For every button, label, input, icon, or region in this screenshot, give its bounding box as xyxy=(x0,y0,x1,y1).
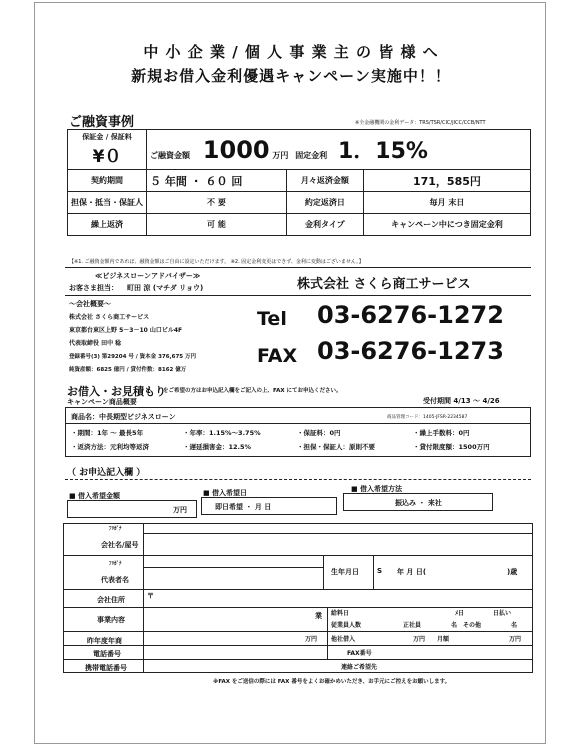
tel-label: Tel xyxy=(257,308,287,330)
birth-label: 生年月日 xyxy=(331,568,359,576)
due-label: 約定返済日 xyxy=(286,192,363,214)
mobile-label: 携帯電話番号 xyxy=(85,664,127,672)
table-row xyxy=(68,130,531,170)
headline-line2: 新規お借入金利優遇キャンペーン実施中！！ xyxy=(131,67,451,85)
company-name-small: 株式会社 さくら商工サービス xyxy=(69,314,150,321)
monthly-label: 月額 xyxy=(437,636,450,643)
rate-label: 固定金利 xyxy=(295,151,328,160)
amount-unit: 万円 xyxy=(272,151,289,160)
term-item: ・年率：1.15%～3.75% xyxy=(183,429,261,437)
industry-label: 業 xyxy=(315,612,322,620)
birth-divider xyxy=(373,555,374,589)
table-row xyxy=(68,214,531,236)
product-code: 商品管理コード：1405-JFSR-2234587 xyxy=(387,415,468,420)
prepay-label: 繰上返済 xyxy=(68,214,147,236)
amount-label: ご融資金額 xyxy=(150,151,190,160)
divider xyxy=(65,423,531,424)
furigana-label: ﾌﾘｶﾞﾅ xyxy=(109,526,122,532)
req-date-label: ■ 借入希望日 xyxy=(203,489,248,497)
birth-era: S xyxy=(377,567,383,575)
term-item: ・保証料：0円 xyxy=(297,429,341,437)
company-name-field[interactable] xyxy=(147,536,527,552)
divider xyxy=(63,589,533,590)
emp-other: その他 xyxy=(463,622,482,629)
deposit-label: 保証金 / 保証料 xyxy=(82,133,132,141)
collateral-label: 担保・抵当・保証人 xyxy=(68,192,147,214)
loan-example-table xyxy=(67,129,531,236)
address-label: 会社住所 xyxy=(97,596,125,604)
column-divider xyxy=(143,523,144,673)
divider xyxy=(65,267,531,268)
overview-label: ～会社概要～ xyxy=(69,300,111,308)
contact-label: 連絡ご希望先 xyxy=(341,664,378,671)
company-reg: 登録番号(3) 第29204 号 / 資本金 376,675 万円 xyxy=(69,354,197,360)
other-debt-label: 他社借入 xyxy=(331,636,356,643)
flyer-page xyxy=(34,2,546,744)
business-divider xyxy=(327,607,328,659)
amount-value: 1000 xyxy=(202,136,270,164)
rate-value: 1．15% xyxy=(337,139,428,164)
company-address: 東京都台東区上野 5－3－10 山口ビル4F xyxy=(69,327,183,334)
req-date-value: 即日希望 ・ 月 日 xyxy=(215,503,272,511)
fax-label: FAX xyxy=(257,345,298,367)
term-label: 契約期間 xyxy=(68,170,147,192)
birth-age: )歳 xyxy=(507,568,518,576)
birth-divider xyxy=(323,555,324,589)
monthly-unit: 万円 xyxy=(509,636,522,643)
contact-name: 町田 涼 (マチダ リョウ) xyxy=(127,284,204,292)
emp-unit: 名 xyxy=(511,622,518,629)
divider xyxy=(63,645,533,646)
company-name-label: 会社名/屋号 xyxy=(101,541,139,549)
headline-line1: 中 小 企 業 / 個 人 事 業 主 の 皆 様 へ xyxy=(143,43,439,61)
company-assets: 純資産額：6825 億円 / 貸付件数：8162 億万 xyxy=(69,367,187,373)
req-amount-label: ■ 借入希望金額 xyxy=(69,492,121,500)
term-item: ・期間：1年 ～ 最長5年 xyxy=(71,429,144,437)
product-name: 商品名：中長期型ビジネスローン xyxy=(71,413,176,421)
campaign-title-note: をご希望の方はお申込記入欄をご記入の上、FAX にてお申込ください。 xyxy=(163,388,342,394)
company-rep: 代表取締役 田中 稔 xyxy=(69,340,122,347)
contact-label: お客さま担当： xyxy=(69,284,118,292)
fax-note: ※FAX をご送信の際には FAX 番号をよくお確かめいただき、お手元にご控えをお願いします。 xyxy=(213,679,451,685)
salary-label: 給料日 xyxy=(331,610,350,617)
rep-name-field[interactable] xyxy=(147,570,319,586)
tel-number[interactable]: 03-6276-1272 xyxy=(317,301,504,329)
term-item: ・遅延損害金：12.5% xyxy=(183,443,252,451)
campaign-sub: キャンペーン商品概要 xyxy=(67,398,137,406)
rep-name-label: 代表者名 xyxy=(101,576,129,584)
ratetype-label: 金利タイプ xyxy=(286,214,363,236)
term-item: ・繰上手数料：0円 xyxy=(413,429,470,437)
furigana-divider xyxy=(143,533,533,534)
req-amount-unit: 万円 xyxy=(173,506,187,514)
dashed-divider xyxy=(65,479,531,480)
emp-label: 従業員人数 xyxy=(331,622,362,629)
divider xyxy=(63,631,533,632)
deposit-cell xyxy=(68,130,147,170)
table-row xyxy=(68,170,531,192)
fax-no-label: FAX番号 xyxy=(347,650,372,657)
ratetype-value: キャンペーン中につき固定金利 xyxy=(363,214,530,236)
amount-cell xyxy=(147,130,531,170)
address-field[interactable]: 〒 xyxy=(147,592,154,600)
prepay-value: 可 能 xyxy=(147,214,287,236)
table-row xyxy=(68,192,531,214)
monthly-value: 171，585円 xyxy=(363,170,530,192)
phone-label: 電話番号 xyxy=(93,650,121,658)
term-item: ・担保・保証人：原則不要 xyxy=(297,443,375,451)
divider xyxy=(65,295,531,296)
deposit-value: ¥０ xyxy=(92,147,122,167)
furigana-divider xyxy=(143,567,323,568)
example-title: ご融資事例 xyxy=(69,115,135,130)
furigana-label: ﾌﾘｶﾞﾅ xyxy=(109,561,122,567)
example-footnote: 【※1. ご融資金額内であれば、融資金額はご自由に設定いただけます。 ※2. 固定金利変更はできず、金利に変動はございません。】 xyxy=(69,259,364,265)
business-label: 事業内容 xyxy=(97,616,125,624)
revenue-unit: 万円 xyxy=(305,636,318,643)
collateral-value: 不 要 xyxy=(147,192,287,214)
example-source-note: ※全金融機関の金利データ：TRS/TSR/CIC/JICC/CCB/NTT xyxy=(355,120,486,126)
salary-pay: 日払い xyxy=(493,610,512,617)
divider xyxy=(63,659,533,660)
term-item: ・返済方法：元利均等返済 xyxy=(71,443,149,451)
other-debt-unit: 万円 xyxy=(413,636,426,643)
repay-label: ■ 借入希望方法 xyxy=(351,485,403,493)
adviser-label: ≪ビジネスローンアドバイザー≫ xyxy=(95,272,201,280)
repay-value: 振込み ・ 来社 xyxy=(395,499,442,507)
emp-fulltime: 正社員 xyxy=(403,622,422,629)
divider xyxy=(63,555,533,556)
fax-number[interactable]: 03-6276-1273 xyxy=(317,337,504,365)
due-value: 毎月 末日 xyxy=(363,192,530,214)
form-title: （ お申込記入欄 ） xyxy=(67,468,146,478)
term-value: ５ 年間 ・ ６０ 回 xyxy=(147,170,287,192)
campaign-title: お借入・お見積もり xyxy=(67,385,166,398)
emp-unit: 名 xyxy=(451,622,458,629)
company-name: 株式会社 さくら商工サービス xyxy=(297,277,471,292)
monthly-label: 月々返済金額 xyxy=(286,170,363,192)
birth-value[interactable]: 年 月 日( xyxy=(397,568,427,576)
salary-month: ﾒ日 xyxy=(455,610,465,617)
revenue-label: 昨年度年商 xyxy=(87,637,122,645)
term-item: ・貸付限度額：1500万円 xyxy=(413,443,490,451)
campaign-period: 受付期間 4/13 ～ 4/26 xyxy=(423,397,500,405)
